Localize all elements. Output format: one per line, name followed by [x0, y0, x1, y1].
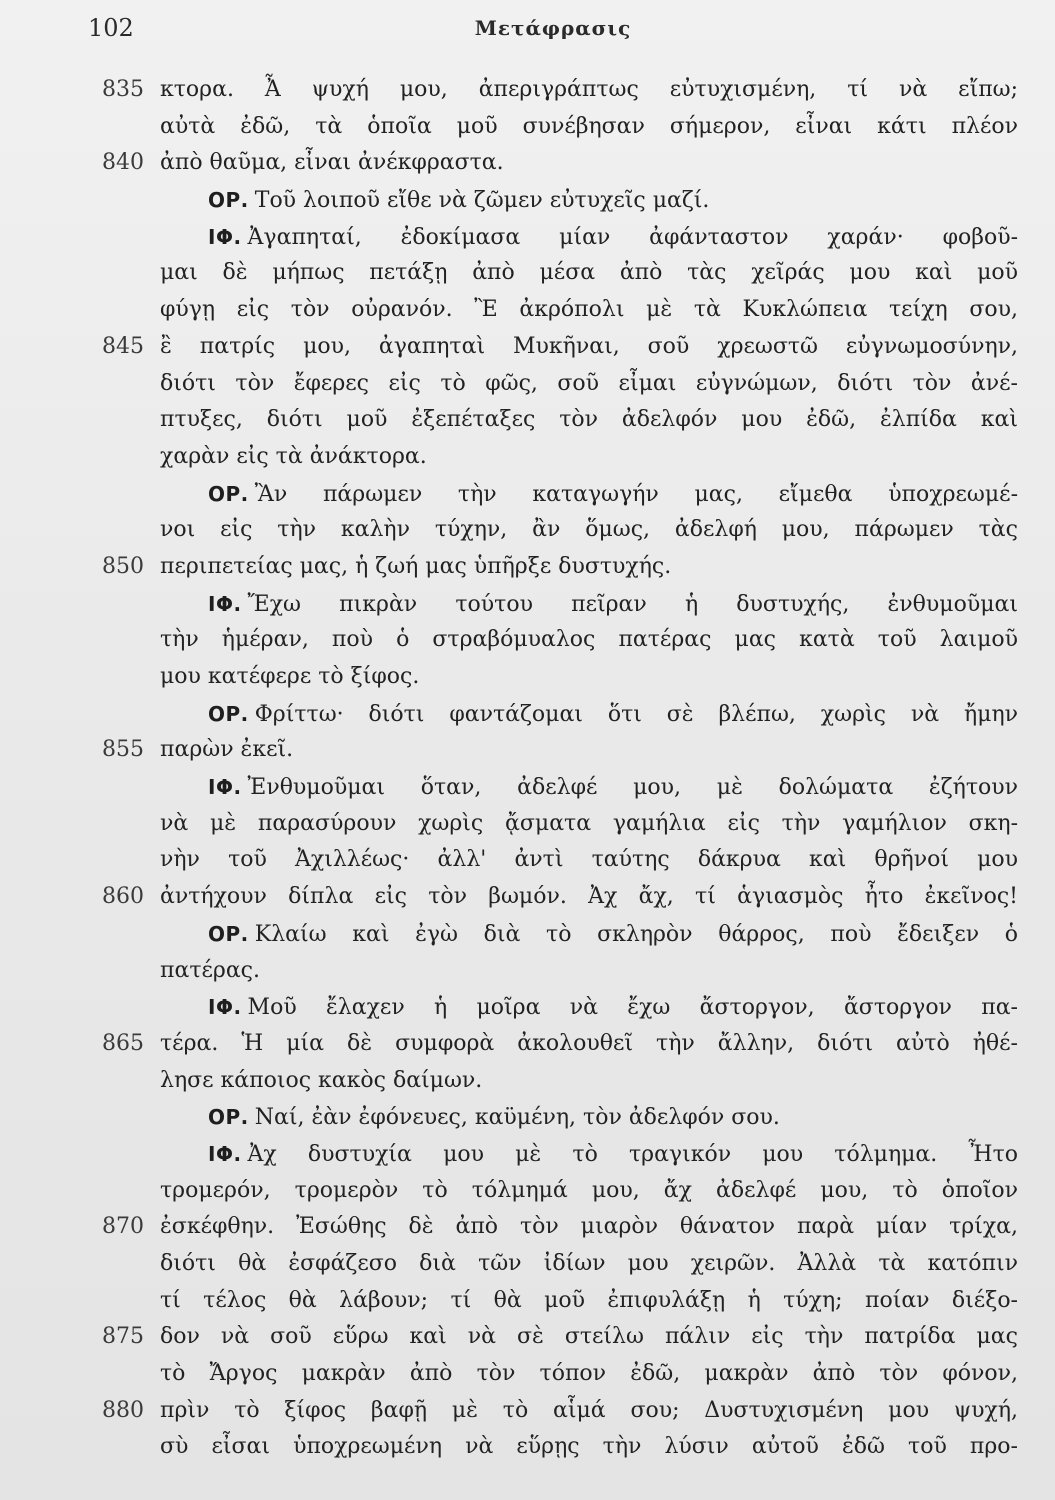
- line-text: νὰ μὲ παρασύρουν χωρὶς ᾄσματα γαμήλια εἰς τὴν γαμήλιον σκη-: [160, 810, 1018, 836]
- speaker-label: ΙΦ.: [208, 224, 242, 249]
- text-line: [102, 879, 1018, 916]
- text-line: [160, 1099, 1018, 1136]
- line-number: 880: [102, 1397, 144, 1423]
- line-number: 835: [102, 77, 144, 102]
- line-text: ἀπὸ θαῦμα, εἶναι ἀνέκφραστα.: [160, 150, 504, 176]
- text-line: [160, 1063, 1018, 1100]
- speaker-label: ΟΡ.: [208, 1105, 249, 1130]
- line-text: Μοῦ ἔλαχεν ἡ μοῖρα νὰ ἔχω ἄστοργον, ἄστοργον πα-: [247, 995, 1018, 1021]
- text-line: [160, 402, 1018, 439]
- running-title: Μετάφρασις: [474, 16, 632, 40]
- text-line: [160, 109, 1018, 146]
- speaker-label: ΙΦ.: [208, 995, 242, 1020]
- text-line: [160, 512, 1018, 549]
- text-line: [160, 953, 1018, 990]
- text-line: [160, 1246, 1018, 1283]
- line-number: 865: [102, 1030, 144, 1056]
- line-text: μαι δὲ μήπως πετάξῃ ἀπὸ μέσα ἀπὸ τὰς χεῖράς μου καὶ μοῦ: [160, 260, 1018, 286]
- text-line: [160, 1356, 1018, 1393]
- line-text: Ἀγαπηταί, ἐδοκίμασα μίαν ἀφάνταστον χαράν· φοβοῦ-: [247, 224, 1018, 250]
- page-number: 102: [88, 14, 134, 42]
- line-text: πτυξες, διότι μοῦ ἐξεπέταξες τὸν ἀδελφόν μου ἐδῶ, ἐλπίδα καὶ: [160, 407, 1018, 433]
- line-text: Τοῦ λοιποῦ εἴθε νὰ ζῶμεν εὐτυχεῖς μαζί.: [254, 188, 710, 214]
- text-line: [160, 439, 1018, 476]
- line-number: 840: [102, 150, 144, 176]
- line-text: Ἂν πάρωμεν τὴν καταγωγήν μας, εἴμεθα ὑποχρεωμέ-: [254, 481, 1018, 507]
- text-line: [102, 732, 1018, 769]
- line-text: Ἐνθυμοῦμαι ὅταν, ἀδελφέ μου, μὲ δολώματα ἐζήτουν: [247, 775, 1018, 801]
- speaker-label: ΙΦ.: [208, 591, 242, 616]
- line-text: περιπετείας μας, ἡ ζωή μας ὑπῆρξε δυστυχής.: [160, 553, 672, 579]
- line-text: σὺ εἶσαι ὑποχρεωμένη νὰ εὕρῃς τὴν λύσιν αὐτοῦ ἐδῶ τοῦ προ-: [160, 1434, 1018, 1460]
- line-text: νοι εἰς τὴν καλὴν τύχην, ἂν ὅμως, ἀδελφή μου, πάρωμεν τὰς: [160, 517, 1018, 543]
- speaker-label: ΙΦ.: [208, 1141, 242, 1166]
- text-line: [102, 1026, 1018, 1063]
- text-line: [102, 1209, 1018, 1246]
- line-text: πρὶν τὸ ξίφος βαφῇ μὲ τὸ αἷμά σου; Δυστυχισμένη μου ψυχή,: [160, 1397, 1018, 1423]
- text-line: [102, 1319, 1018, 1356]
- speaker-label: ΟΡ.: [208, 701, 249, 726]
- speaker-label: ΙΦ.: [208, 775, 242, 800]
- line-text: διότι τὸν ἔφερες εἰς τὸ φῶς, σοῦ εἶμαι εὐγνώμων, διότι τὸν ἀνέ-: [160, 370, 1018, 396]
- line-text: ἒ πατρίς μου, ἀγαπηταὶ Μυκῆναι, σοῦ χρεωστῶ εὐγνωμοσύνην,: [160, 333, 1018, 359]
- line-text: παρὼν ἐκεῖ.: [160, 737, 294, 763]
- text-line: [102, 329, 1018, 366]
- speaker-label: ΟΡ.: [208, 188, 249, 213]
- line-text: αὐτὰ ἐδῶ, τὰ ὁποῖα μοῦ συνέβησαν σήμερον, εἶναι κάτι πλέον: [160, 113, 1018, 139]
- text-line: [160, 366, 1018, 403]
- text-line: [102, 72, 1018, 109]
- line-text: δον νὰ σοῦ εὕρω καὶ νὰ σὲ στείλω πάλιν εἰς τὴν πατρίδα μας: [160, 1324, 1018, 1350]
- line-number: 845: [102, 333, 144, 359]
- speaker-label: ΟΡ.: [208, 481, 249, 506]
- line-text: ἐσκέφθην. Ἐσώθης δὲ ἀπὸ τὸν μιαρὸν θάνατον παρὰ μίαν τρίχα,: [160, 1214, 1018, 1240]
- text-line: [160, 622, 1018, 659]
- text-line: [160, 769, 1018, 806]
- text-line: [160, 219, 1018, 256]
- line-text: Φρίττω· διότι φαντάζομαι ὅτι σὲ βλέπω, χωρὶς νὰ ἤμην: [254, 701, 1018, 727]
- line-text: νὴν τοῦ Ἀχιλλέως· ἀλλ' ἀντὶ ταύτης δάκρυα καὶ θρῆνοί μου: [160, 847, 1018, 873]
- text-line: [160, 1283, 1018, 1320]
- line-text: τὸ Ἄργος μακρὰν ἀπὸ τὸν τόπον ἐδῶ, μακρὰν ἀπὸ τὸν φόνον,: [160, 1361, 1018, 1387]
- line-number: 860: [102, 884, 144, 910]
- text-line: [160, 182, 1018, 219]
- text-line: [160, 1136, 1018, 1173]
- line-text: τρομερόν, τρομερὸν τὸ τόλμημά μου, ἄχ ἀδελφέ μου, τὸ ὁποῖον: [160, 1177, 1018, 1203]
- text-line: [160, 989, 1018, 1026]
- text-line: [160, 1429, 1018, 1466]
- text-line: [160, 842, 1018, 879]
- text-line: [160, 586, 1018, 623]
- text-line: [160, 1173, 1018, 1210]
- line-text: Ἔχω πικρὰν τούτου πεῖραν ἡ δυστυχής, ἐνθυμοῦμαι: [247, 591, 1018, 617]
- text-line: [160, 696, 1018, 733]
- text-line: [102, 549, 1018, 586]
- line-number: 850: [102, 553, 144, 579]
- text-line: [102, 1393, 1018, 1430]
- line-text: κτορα. Ἆ ψυχή μου, ἀπεριγράπτως εὐτυχισμένη, τί νὰ εἴπω;: [160, 77, 1018, 102]
- line-text: τὴν ἡμέραν, ποὺ ὁ στραβόμυαλος πατέρας μας κατὰ τοῦ λαιμοῦ: [160, 627, 1018, 653]
- line-number: 855: [102, 737, 144, 763]
- line-text: τέρα. Ἡ μία δὲ συμφορὰ ἀκολουθεῖ τὴν ἄλλην, διότι αὐτὸ ἠθέ-: [160, 1030, 1018, 1056]
- line-number: 870: [102, 1214, 144, 1240]
- line-text: χαρὰν εἰς τὰ ἀνάκτορα.: [160, 443, 427, 469]
- text-line: [160, 916, 1018, 953]
- line-text: μου κατέφερε τὸ ξίφος.: [160, 664, 420, 689]
- line-text: λησε κάποιος κακὸς δαίμων.: [160, 1067, 483, 1093]
- text-line: [160, 476, 1018, 513]
- text-line: [102, 145, 1018, 182]
- line-text: Κλαίω καὶ ἐγὼ διὰ τὸ σκληρὸν θάρρος, ποὺ ἔδειξεν ὁ: [254, 921, 1018, 947]
- line-text: διότι θὰ ἐσφάζεσο διὰ τῶν ἰδίων μου χειρῶν. Ἀλλὰ τὰ κατόπιν: [160, 1251, 1018, 1276]
- line-number: 875: [102, 1324, 144, 1350]
- text-line: [160, 292, 1018, 329]
- line-text: πατέρας.: [160, 957, 260, 983]
- text-line: [160, 806, 1018, 843]
- line-text: φύγῃ εἰς τὸν οὐρανόν. Ἒ ἀκρόπολι μὲ τὰ Κυκλώπεια τείχη σου,: [160, 297, 1018, 323]
- text-line: [160, 255, 1018, 292]
- line-text: Ναί, ἐὰν ἐφόνευες, καϋμένη, τὸν ἀδελφόν σου.: [254, 1105, 780, 1131]
- page-header: [88, 14, 1018, 50]
- text-line: [160, 659, 1018, 696]
- line-text: τί τέλος θὰ λάβουν; τί θὰ μοῦ ἐπιφυλάξῃ ἡ τύχη; ποίαν διέξο-: [160, 1287, 1018, 1313]
- line-text: Ἀχ δυστυχία μου μὲ τὸ τραγικόν μου τόλμημα. Ἦτο: [247, 1141, 1018, 1167]
- line-text: ἀντήχουν δίπλα εἰς τὸν βωμόν. Ἀχ ἄχ, τί ἁγιασμὸς ἦτο ἐκεῖνος!: [160, 884, 1018, 910]
- text-body: [102, 72, 1018, 1466]
- speaker-label: ΟΡ.: [208, 921, 249, 946]
